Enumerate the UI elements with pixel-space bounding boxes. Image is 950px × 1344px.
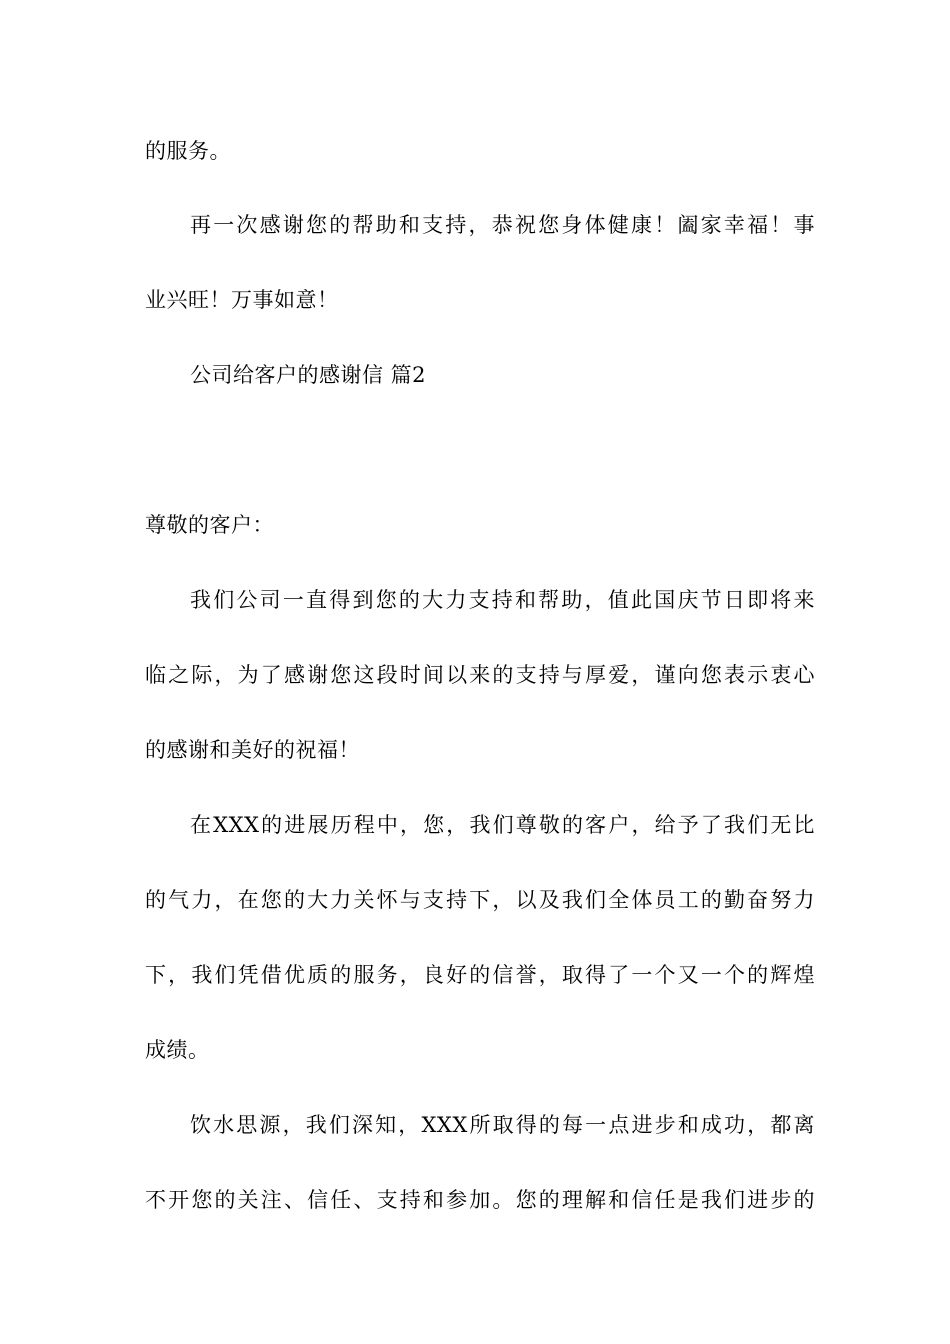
- text-line: 业兴旺！万事如意！: [145, 288, 339, 312]
- text-line: 成绩。: [145, 1038, 210, 1062]
- text-line: 的感谢和美好的祝福！: [145, 738, 360, 762]
- text-line: 下，我们凭借优质的服务，良好的信誉，取得了一个又一个的辉煌: [145, 963, 815, 987]
- paragraph-first-line: 我们公司一直得到您的大力支持和帮助，值此国庆节日即将来: [190, 588, 815, 612]
- section-heading: 公司给客户的感谢信 篇2: [190, 363, 427, 387]
- text-line: 的服务。: [145, 139, 231, 163]
- salutation: 尊敬的客户：: [145, 513, 274, 537]
- paragraph-first-line: 再一次感谢您的帮助和支持，恭祝您身体健康！阖家幸福！事: [190, 213, 815, 237]
- text-line: 的气力，在您的大力关怀与支持下，以及我们全体员工的勤奋努力: [145, 888, 815, 912]
- text-line: 不开您的关注、信任、支持和参加。您的理解和信任是我们进步的: [145, 1188, 815, 1212]
- paragraph-first-line: 饮水思源，我们深知，XXX所取得的每一点进步和成功，都离: [190, 1113, 815, 1137]
- paragraph-first-line: 在XXX的进展历程中，您，我们尊敬的客户，给予了我们无比: [190, 813, 815, 837]
- text-line: 临之际，为了感谢您这段时间以来的支持与厚爱，谨向您表示衷心: [145, 663, 815, 687]
